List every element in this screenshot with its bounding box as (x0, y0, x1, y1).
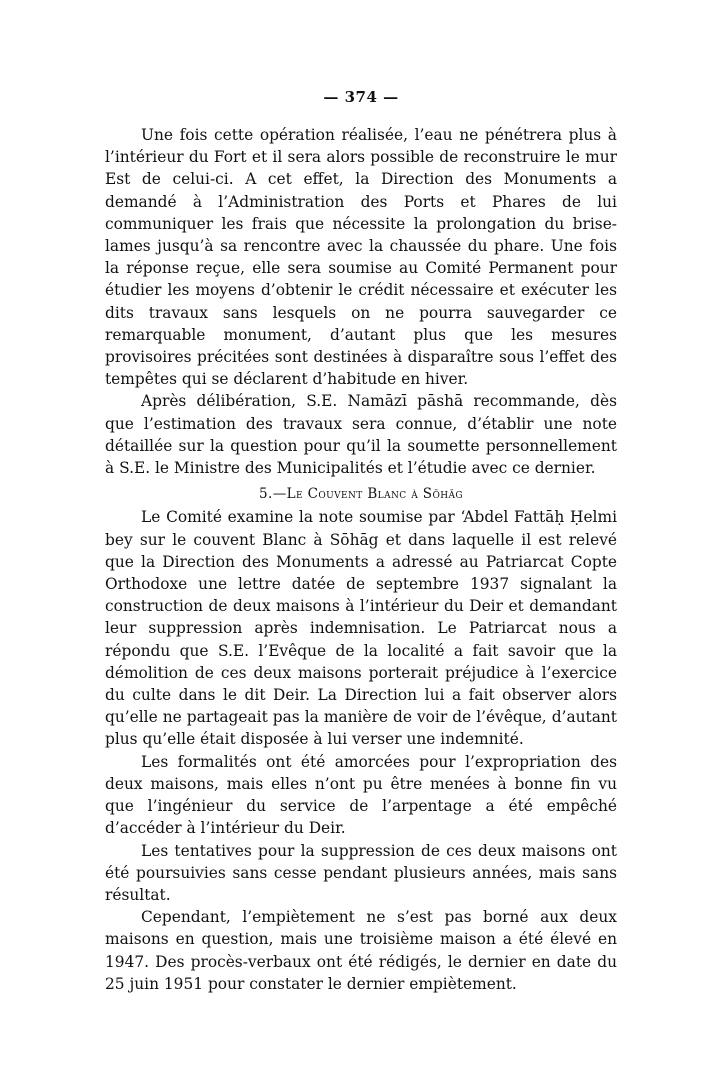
paragraph-comite-note: Le Comité examine la note soumise par ‘Abdel Fattāḥ Ḥelmi bey sur le couvent Blanc à Sōhāg et dans laquelle il est relevé que la Direction des Monuments a adressé au Patriarcat Copte Orthodoxe une lettre datée de septembre 1937 signalant la construction de deux maisons à l’intérieur du Deir et demandant leur suppression après indemnisation. Le Patriarcat nous a répondu que S.E. l’Evêque de la localité a fait savoir que la démolition de ces deux maisons porterait préjudice à l’exercice du culte dans le dit Deir. La Direction lui a fait observer alors qu’elle ne partageait pas la manière de voir de l’évêque, d’autant plus qu’elle était disposée à lui verser une indemnité. (105, 508, 617, 749)
section-number: 5.— (259, 486, 287, 503)
document-page (105, 88, 617, 995)
section-heading (105, 483, 617, 505)
page-number: — 374 — (323, 88, 399, 106)
section-title: Le Couvent Blanc à Sōhāg (286, 486, 463, 503)
paragraph-deliberation: Après délibération, S.E. Namāzī pāshā recommande, dès que l’estimation des travaux sera connue, d’établir une note détaillée sur la question pour qu’il la soumette personnellement à S.E. le Ministre des Municipalités et l’étudie avec ce dernier. (105, 392, 617, 478)
paragraph-fort-reconstruction: Une fois cette opération réalisée, l’eau ne pénétrera plus à l’intérieur du Fort et il sera alors possible de reconstruire le mur Est de celui-ci. A cet effet, la Direction des Monuments a demandé à l’Administration des Ports et Phares de lui communiquer les frais que nécessite la prolongation du brise-lames jusqu’à sa rencontre avec la chaussée du phare. Une fois la réponse reçue, elle sera soumise au Comité Permanent pour étudier les moyens d’obtenir le crédit nécessaire et exécuter les dits travaux sans lesquels on ne pourra sauvegarder ce remarquable monument, d’autant plus que les mesures provisoires précitées sont destinées à disparaître sous l’effet des tempêtes qui se déclarent d’habitude en hiver. (105, 126, 617, 389)
paragraph-formalites: Les formalités ont été amorcées pour l’expropriation des deux maisons, mais elles n’ont pu être menées à bonne fin vu que l’ingénieur du service de l’arpentage a été empêché d’accéder à l’intérieur du Deir. (105, 752, 617, 838)
paragraph-empietement: Cependant, l’empiètement ne s’est pas borné aux deux maisons en question, mais une troisième maison a été élevé en 1947. Des procès-verbaux ont été rédigés, le dernier en date du 25 juin 1951 pour constater le dernier empiètement. (105, 908, 617, 993)
paragraph-tentatives: Les tentatives pour la suppression de ces deux maisons ont été poursuivies sans cesse pendant plusieurs années, mais sans résultat. (105, 841, 617, 904)
